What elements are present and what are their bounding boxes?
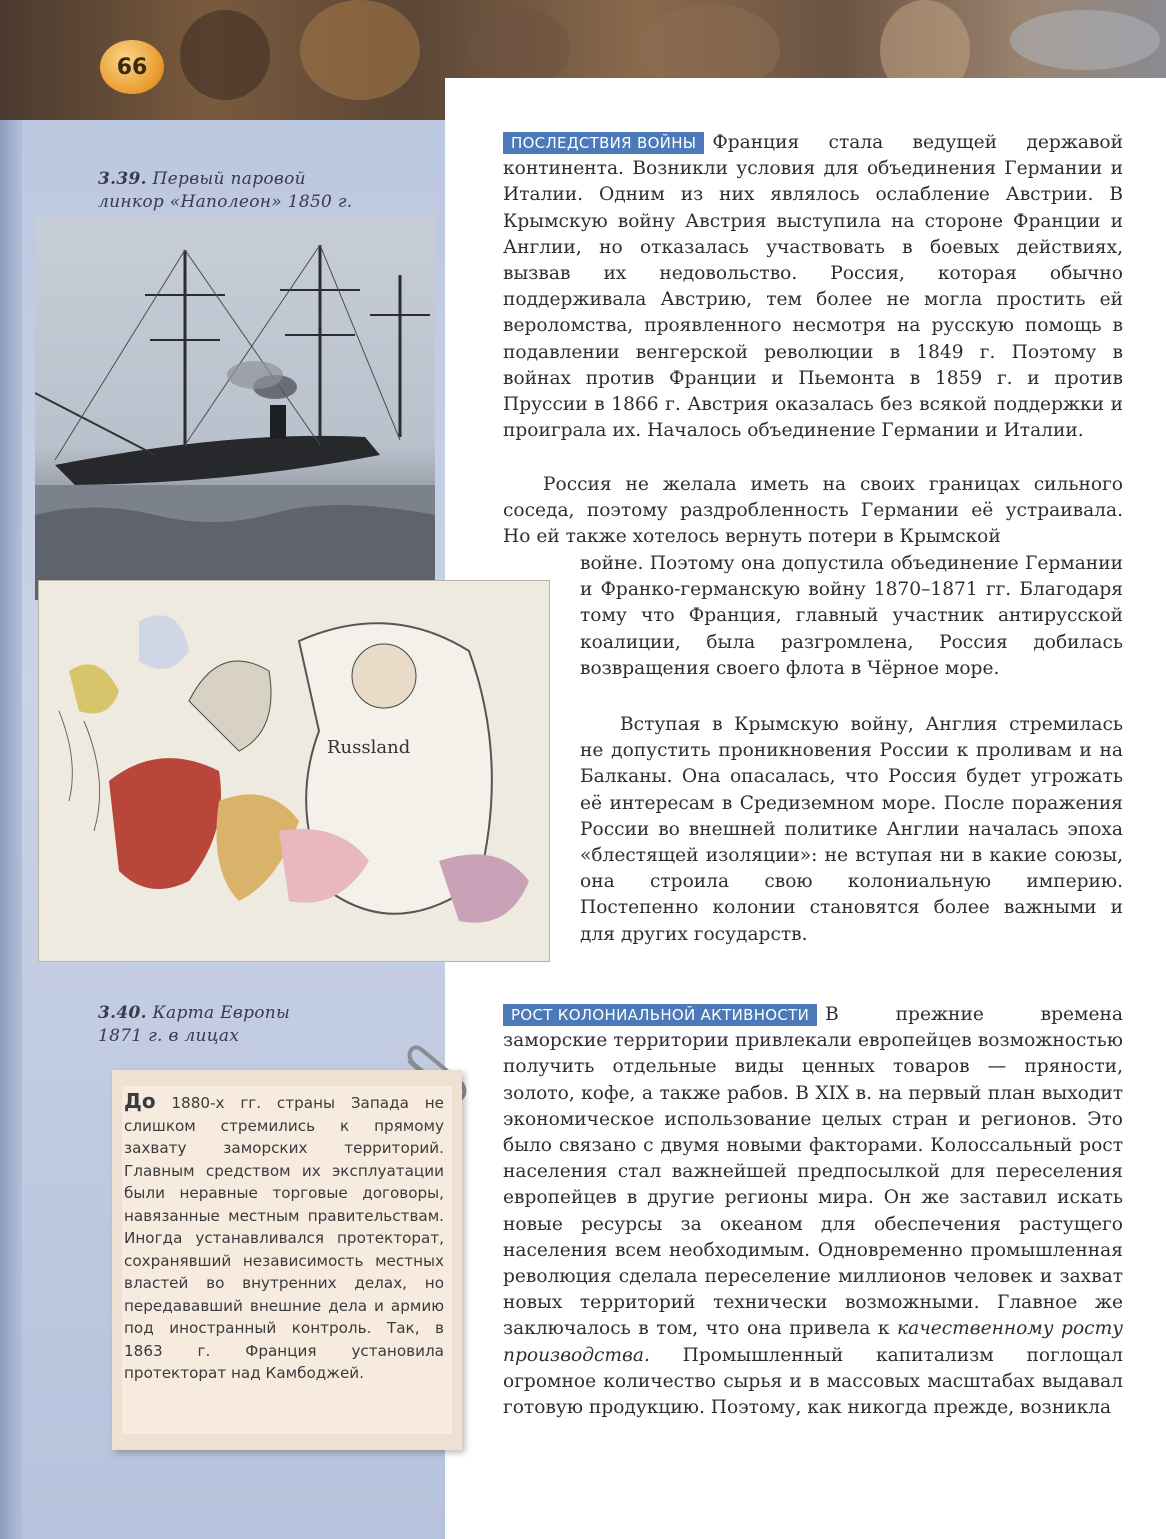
figure-caption-map — [98, 1002, 418, 1048]
sidebar-dropcap: До — [124, 1089, 156, 1113]
caption-line: линкор «Наполеон» 1850 г. — [98, 192, 353, 212]
caricature-map-illustration — [38, 580, 550, 962]
caption-line: Первый паровой — [152, 169, 306, 189]
section-heading-colonial: РОСТ КОЛОНИАЛЬНОЙ АКТИВНОСТИ — [503, 1004, 817, 1026]
paragraph-text: Россия не желала иметь на своих границах сильного соседа, поэтому раздробленность Германии её устраивала. Но ей также хотелось вернуть потери в Крымской — [503, 474, 1123, 548]
left-edge-strip — [0, 120, 22, 1539]
page-number: 66 — [100, 40, 164, 94]
paragraph-text: Франция стала ведущей державой континента. Возникли условия для объединения Германии и Италии. Одним из них являлось ослабление Австрии. В Крымскую войну Австрия выступила на стороне Франции и Англии, но отказалась участвовать в боевых действиях, вызвав их недовольство. Россия, которая обычно поддерживала Австрию, тем более не могла простить ей вероломства, проявленного несмотря на русскую помощь в подавлении венгерской революции в 1849 г. Поэтому в войнах против Франции и Пьемонта в 1859 г. и против Пруссии в 1866 г. Австрия оказалась без всякой поддержки и проиграла их. Началось объединение Германии и Италии. — [503, 132, 1123, 442]
paragraph-text: Промышленный капитализм поглощал огромное количество сырья и в массовых масштабах выдавал готовую продукцию. Поэтому, как никогда прежде, возникла — [503, 1344, 1123, 1419]
section-colonial-para — [503, 1002, 1123, 1421]
caption-line: 1871 г. в лицах — [98, 1026, 240, 1046]
caption-line: Карта Европы — [152, 1003, 291, 1023]
ship-drawing — [35, 215, 435, 600]
sidebar-note — [112, 1070, 462, 1450]
figure-caption-ship — [98, 168, 418, 214]
paragraph-text: войне. Поэтому она допустила объединение Германии и Франко-германскую войну 1870–1871 гг. Благодаря тому что Франция, главный участник антирусской коалиции, была разгромлена, Россия добилась возвращения своего флота в Чёрное море. — [580, 553, 1123, 679]
sidebar-note-text — [124, 1090, 444, 1385]
section-consequences-para1 — [503, 130, 1123, 444]
ship-illustration — [35, 215, 435, 600]
figure-number: 3.39. — [98, 169, 147, 189]
figure-number: 3.40. — [98, 1003, 147, 1023]
map-drawing — [39, 581, 549, 961]
map-label-russland: Russland — [327, 737, 411, 758]
paragraph-text: В прежние времена заморские территории привлекали европейцев возможностью получить отдельные виды ценных товаров — пряности, золото, кофе, а также рабов. В XIX в. на первый план выходит экономическое использование целых стран и регионов. Это было связано с двумя новыми факторами. Колоссальный рост населения стал важнейшей предпосылкой для переселения европейцев в другие регионы мира. Он же заставил искать новые ресурсы за океаном для обеспечения растущего населения всем необходимым. Одновременно промышленная революция сделала переселение миллионов человек и захват новых территорий технически возможными. Главное же заключалось в том, что она привела к — [503, 1004, 1123, 1340]
sidebar-body: 1880-х гг. страны Запада не слишком стремились к прямому захвату заморских территорий. Главным средством их эксплуатации были неравные торговые договоры, навязанные местным правительствам. Иногда устанавливался протекторат, сохранявший независимость местных властей во внутренних делах, но передававший внешние дела и армию под иностранный контроль. Так, в 1863 г. Франция установила протекторат над Камбоджей. — [124, 1094, 444, 1382]
section-consequences-para2-narrow — [580, 551, 1123, 682]
section-consequences-para2-wide — [503, 472, 1123, 551]
paragraph-text: Вступая в Крымскую войну, Англия стремилась не допустить проникновения России к проливам и на Балканы. Она опасалась, что Россия будет угрожать её интересам в Средиземном море. После поражения России во внешней политике Англии началась эпоха «блестящей изоляции»: не вступая ни в какие союзы, она строила свою колониальную империю. Постепенно колонии становятся более важными и для других государств. — [580, 714, 1123, 945]
section-consequences-para3 — [580, 712, 1123, 948]
emphasis-text: качественному росту производства. — [503, 1318, 1123, 1366]
section-heading-consequences: ПОСЛЕДСТВИЯ ВОЙНЫ — [503, 132, 704, 154]
